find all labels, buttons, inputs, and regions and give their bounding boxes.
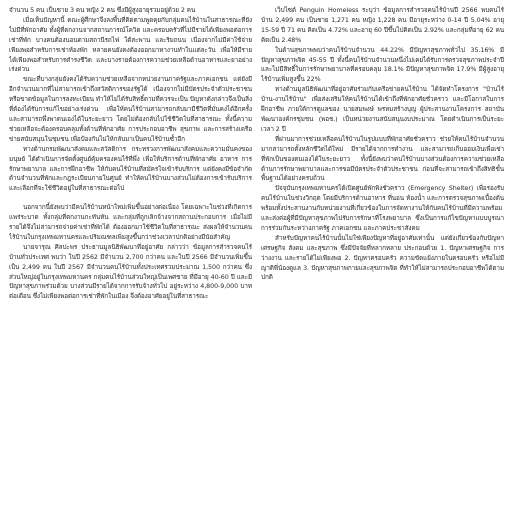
right-column	[261, 6, 504, 508]
paragraph: นอกจากนี้ยังพบว่ามีคนไร้บ้านหน้าใหม่เพิ่มขึ้นอย่างต่อเนื่อง โดยเฉพาะในช่วงที่เกิดการแพร่ระบาด ทั้งกลุ่มที่ตกงานกะทันหัน และกลุ่มที่ถูกเลิกจ้างจากสถานประกอบการ เมื่อไม่มีรายได้จึงไม่สามารถจ่ายค่าเช่าที่พักได้ ต้องออกมาใช้ชีวิตในที่สาธารณะ ส่งผลให้จำนวนคนไร้บ้านในกรุงเทพมหานครและปริมณฑลเพิ่มสูงขึ้นกว่าช่วงเวลาปกติอย่างมีนัยสำคัญ	[9, 204, 252, 241]
paragraph: เมื่อเห็นปัญหานี้ คณะผู้ศึกษาจึงลงพื้นที่ติดตามพูดคุยกับกลุ่มคนไร้บ้านในสาธารณะที่ยังไม่มีที่พักอาศัย ทั้งผู้ที่ตกงานจากสถานการณ์โควิด และครอบครัวที่ไม่มีรายได้เพียงพอต่อการเช่าที่พัก บางคนต้องนอนตามสถานีรถไฟ ใต้สะพาน และริมถนน เนื่องจากไม่มีค่าใช้จ่ายเพียงพอสำหรับการเช่าห้องพัก หลายคนยังคงต้องออกมาหางานทำในแต่ละวัน เพื่อให้มีรายได้เพียงพอสำหรับการดำรงชีวิต และบางรายต้องการความช่วยเหลือด้านอาหารและยาอย่างเร่งด่วน	[9, 16, 252, 74]
left-column	[9, 6, 252, 508]
paragraph: ทางด้านกรมพัฒนาสังคมและสวัสดิการ กระทรวงการพัฒนาสังคมและความมั่นคงของมนุษย์ ได้ดำเนินการจัดตั้งศูนย์คุ้มครองคนไร้ที่พึ่ง เพื่อให้บริการด้านที่พักอาศัย อาหาร การรักษาพยาบาล และการฝึกอาชีพ ให้กับคนไร้บ้านที่สมัครใจเข้ารับบริการ แต่ยังคงมีข้อจำกัดด้านจำนวนที่พักและกฎระเบียบภายในศูนย์ ทำให้คนไร้บ้านบางส่วนไม่ต้องการเข้ารับบริการ และเลือกที่จะใช้ชีวิตอยู่ในที่สาธารณะต่อไป	[9, 145, 252, 193]
paragraph: นายจารุณ ศิลปะพร ประธานมูลนิธิพัฒนาที่อยู่อาศัย กล่าวว่า ข้อมูลการสำรวจคนไร้บ้านทั่วประเทศ พบว่า ในปี 2562 มีจำนวน 2,700 กว่าคน และในปี 2566 มีจำนวนเพิ่มขึ้นเป็น 2,499 คน ในปี 2567 มีจำนวนคนไร้บ้านทั้งประเทศรวมประมาณ 1,500 กว่าคน ซึ่งส่วนใหญ่อยู่ในกรุงเทพมหานคร กลุ่มคนไร้บ้านส่วนใหญ่เป็นเพศชาย ที่มีอายุ 40-60 ปี และมีปัญหาสุขภาพร่วมด้วย บางส่วนมีรายได้จากการรับจ้างทั่วไป อยู่ระหว่าง 4,800-9,000 บาทต่อเดือน ซึ่งไม่เพียงพอต่อการเช่าที่พักในเมือง จึงต้องอาศัยอยู่ในที่สาธารณะ	[9, 243, 252, 301]
paragraph: ในด้านสุขภาพพบว่าคนไร้บ้านจำนวน 44.22% มีปัญหาสุขภาพทั่วไป 35.16% มีปัญหาสุขภาพจิต 45-55 ปี ทั้งนี้คนไร้บ้านจำนวนหนึ่งไม่เคยได้รับการตรวจสุขภาพประจำปี และไม่มีสิทธิ์ในการรักษาพยาบาลที่ครอบคลุม 18.1% มีปัญหาสุขภาพจิต 17.9% มีผู้สูงอายุไร้บ้านเพิ่มสูงขึ้น 22%	[261, 46, 504, 84]
paragraph: ปัจจุบันกรุงเทพมหานครได้เปิดศูนย์พักพิงชั่วคราว (Emergency Shelter) เพื่อรองรับคนไร้บ้านในช่วงวิกฤต โดยมีบริการด้านอาหาร ที่นอน ห้องน้ำ และการตรวจสุขภาพเบื้องต้น พร้อมทั้งประสานงานกับหน่วยงานที่เกี่ยวข้องในการจัดหางานให้กับคนไร้บ้านที่มีความพร้อม และส่งต่อผู้ที่มีปัญหาสุขภาพไปรับการรักษาที่โรงพยาบาล ซึ่งเป็นการแก้ไขปัญหาแบบบูรณาการร่วมกันระหว่างภาครัฐ ภาคเอกชน และภาคประชาสังคม	[261, 185, 504, 232]
paragraph: เว็บไซต์ Penguin Homeless ระบุว่า ข้อมูลการสำรวจคนไร้บ้านปี 2566 พบคนไร้บ้าน 2,499 คน เป็นชาย 1,271 คน หญิง 1,228 คน มีอายุระหว่าง 0-14 ปี 5.04% อายุ 15-59 ปี 71 คน คิดเป็น 4.72% และอายุ 60 ปีขึ้นไปคิดเป็น 2.92% และกลุ่มที่อายุ 62 คน คิดเป็น 2.48%	[261, 7, 504, 44]
paragraph: จำนวน 5 คน เป็นชาย 3 คน หญิง 2 คน ซึ่งมีผู้สูงอายุรวมอยู่ด้วย 2 คน	[9, 7, 196, 14]
paragraph: ทางด้านมูลนิธิพัฒนาที่อยู่อาศัยร่วมกับเครือข่ายคนไร้บ้าน ได้จัดทำโครงการ "บ้านไร้บ้าน-งานไร้บ้าน" เพื่อส่งเสริมให้คนไร้บ้านได้เข้าถึงที่พักอาศัยชั่วคราว และมีโอกาสในการฝึกอาชีพ ภายใต้การดูแลของ นายสมพงษ์ พรหมสร้างบุญ ผู้ประสานงานโครงการ สถาบันพัฒนาองค์กรชุมชน (พอช.) เป็นหน่วยงานสนับสนุนงบประมาณ โดยดำเนินการเป็นระยะเวลา 2 ปี	[261, 86, 504, 133]
paragraph: สำหรับปัญหาคนไร้บ้านนั้นไม่ใช่เพียงปัญหาที่อยู่อาศัยเท่านั้น แต่ยังเกี่ยวข้องกับปัญหาเศรษฐกิจ สังคม และสุขภาพ ซึ่งมีปัจจัยที่หลากหลาย ประกอบด้วย 1. ปัญหาเศรษฐกิจ การว่างงาน และรายได้ไม่เพียงพอ 2. ปัญหาครอบครัว ความขัดแย้งภายในครอบครัว หรือไม่มีญาติพี่น้องดูแล 3. ปัญหาสุขภาพกายและสุขภาพจิต ที่ทำให้ไม่สามารถประกอบอาชีพได้ตามปกติ	[261, 234, 504, 282]
paragraph: ขณะที่บางกลุ่มยังคงได้รับความช่วยเหลือจากหน่วยงานภาครัฐและภาคเอกชน แต่ยังมีอีกจำนวนมากที่ไม่สามารถเข้าถึงสวัสดิการของรัฐได้ เนื่องจากไม่มีบัตรประจำตัวประชาชน หรือขาดข้อมูลในการลงทะเบียน ทำให้ไม่ได้รับสิทธิ์ตามที่ควรจะเป็น ปัญหาดังกล่าวจึงเป็นสิ่งที่ต้องได้รับการแก้ไขอย่างเร่งด่วน เพื่อให้คนไร้บ้านสามารถกลับมามีชีวิตที่มั่นคงได้อีกครั้ง และสามารถพึ่งพาตนเองได้ในระยะยาว โดยไม่ต้องกลับไปใช้ชีวิตในที่สาธารณะ ทั้งนี้ความช่วยเหลือจะต้องครอบคลุมทั้งด้านที่พักอาศัย การประกอบอาชีพ สุขภาพ และการสร้างเครือข่ายสนับสนุนในชุมชน เพื่อป้องกันไม่ให้กลับมาเป็นคนไร้บ้านซ้ำอีก	[9, 76, 252, 143]
paragraph: ที่ผ่านมาการช่วยเหลือคนไร้บ้านในรูปแบบที่พักอาศัยชั่วคราว ช่วยให้คนไร้บ้านจำนวนมากสามารถตั้งหลักชีวิตได้ใหม่ มีรายได้จากการทำงาน และสามารถเก็บออมเงินเพื่อเช่าที่พักเป็นของตนเองได้ในระยะยาว ทั้งนี้ยังพบว่าคนไร้บ้านบางส่วนต้องการความช่วยเหลือด้านการรักษาพยาบาลและการขอมีบัตรประจำตัวประชาชน ก่อนที่จะสามารถเข้าถึงสิทธิขั้นพื้นฐานได้อย่างครบถ้วน	[261, 135, 504, 183]
